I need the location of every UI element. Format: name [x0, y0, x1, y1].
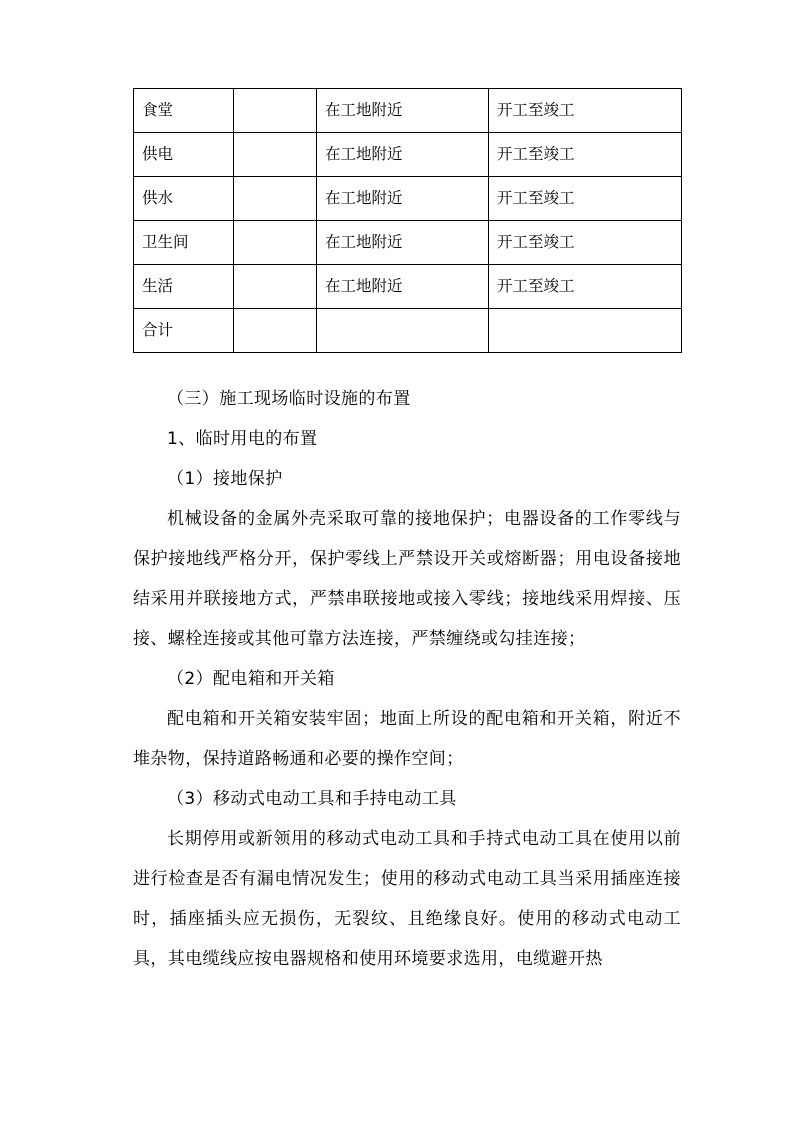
cell-duration: 开工至竣工: [489, 133, 682, 177]
cell-facility: 供电: [134, 133, 234, 177]
cell-quantity: [234, 221, 317, 265]
cell-quantity: [234, 133, 317, 177]
cell-facility: 生活: [134, 265, 234, 309]
cell-quantity: [234, 265, 317, 309]
cell-location: 在工地附近: [317, 89, 489, 133]
cell-location: 在工地附近: [317, 221, 489, 265]
cell-duration: 开工至竣工: [489, 89, 682, 133]
cell-duration: 开工至竣工: [489, 177, 682, 221]
paragraph-power-tools: 长期停用或新领用的移动式电动工具和手持式电动工具在使用以前进行检查是否有漏电情况发生；使用的移动式电动工具当采用插座连接时，插座插头应无损伤，无裂纹、且绝缘良好。使用的移动式电动工具，其电缆线应按电器规格和使用环境要求选用，电缆避开热: [133, 829, 681, 969]
table-row: [134, 265, 682, 309]
cell-facility: 卫生间: [134, 221, 234, 265]
cell-facility: 食堂: [134, 89, 234, 133]
table-row: [134, 133, 682, 177]
section-heading-grounding: （1）接地保护: [167, 469, 283, 489]
table-row: [134, 89, 682, 133]
section-heading-power-tools: （3）移动式电动工具和手持电动工具: [167, 789, 457, 809]
paragraph-distribution-box: 配电箱和开关箱安装牢固；地面上所设的配电箱和开关箱，附近不堆杂物，保持道路畅通和必要的操作空间；: [133, 709, 681, 769]
cell-facility: 供水: [134, 177, 234, 221]
cell-quantity: [234, 89, 317, 133]
section-heading-three: （三）施工现场临时设施的布置: [167, 389, 411, 409]
cell-location: [317, 309, 489, 353]
table-row: [134, 177, 682, 221]
cell-location: 在工地附近: [317, 177, 489, 221]
cell-duration: 开工至竣工: [489, 265, 682, 309]
table-row: [134, 309, 682, 353]
cell-quantity: [234, 177, 317, 221]
cell-duration: 开工至竣工: [489, 221, 682, 265]
cell-duration: [489, 309, 682, 353]
cell-quantity: [234, 309, 317, 353]
temporary-facility-table: [133, 88, 682, 353]
paragraph-grounding: 机械设备的金属外壳采取可靠的接地保护；电器设备的工作零线与保护接地线严格分开，保护零线上严禁设开关或熔断器；用电设备接地结采用并联接地方式，严禁串联接地或接入零线；接地线采用焊接、压接、螺栓连接或其他可靠方法连接，严禁缠绕或勾挂连接；: [133, 509, 681, 649]
section-heading-distribution-box: （2）配电箱和开关箱: [167, 669, 335, 689]
cell-location: 在工地附近: [317, 265, 489, 309]
table-row: [134, 221, 682, 265]
cell-facility: 合计: [134, 309, 234, 353]
cell-location: 在工地附近: [317, 133, 489, 177]
section-heading-one: 1、临时用电的布置: [167, 429, 318, 449]
